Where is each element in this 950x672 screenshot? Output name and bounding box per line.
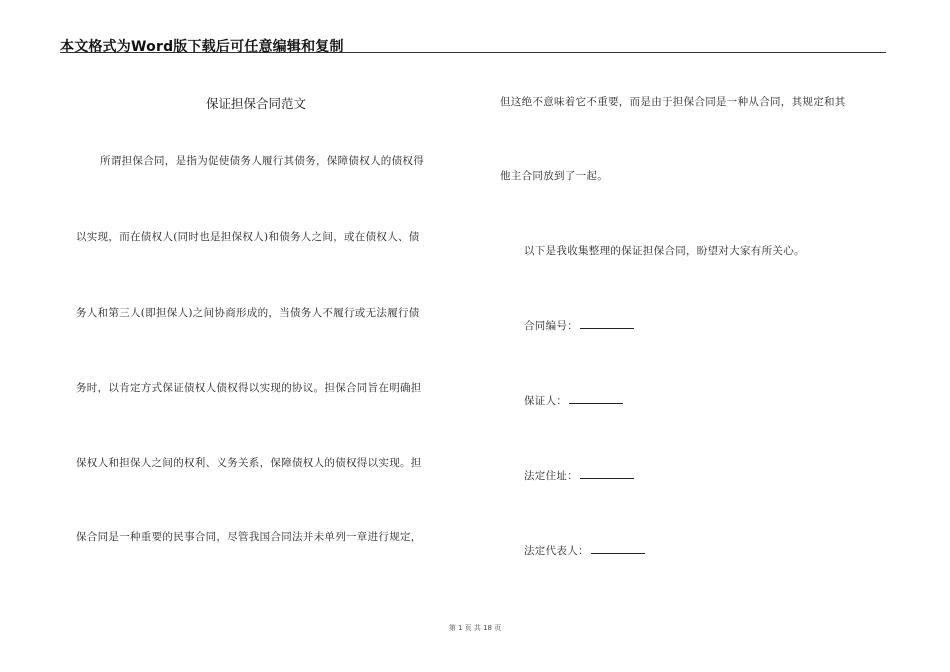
legal-representative-blank	[591, 543, 645, 554]
guarantor-field	[524, 393, 623, 408]
paragraph-line: 所谓担保合同，是指为促使债务人履行其债务，保障债权人的债权得	[100, 155, 424, 167]
legal-address-blank	[580, 468, 634, 479]
document-title: 保证担保合同范文	[206, 96, 307, 111]
page-number-footer: 第 1 页 共 18 页	[448, 624, 502, 632]
paragraph-line: 务时，以肯定方式保证债权人债权得以实现的协议。担保合同旨在明确担	[76, 382, 422, 394]
document-header-banner: 本文格式为Word版下载后可任意编辑和复制	[60, 39, 344, 55]
guarantor-label: 保证人：	[524, 395, 568, 407]
guarantor-blank	[569, 393, 623, 404]
contract-number-field	[524, 318, 634, 333]
legal-representative-field	[524, 543, 645, 558]
paragraph-line: 但这绝不意味着它不重要，而是由于担保合同是一种从合同，其规定和其	[500, 96, 846, 108]
contract-number-blank	[580, 318, 634, 329]
paragraph-line: 保合同是一种重要的民事合同，尽管我国合同法并未单列一章进行规定，	[76, 531, 422, 543]
legal-representative-label: 法定代表人：	[524, 545, 589, 557]
contract-number-label: 合同编号：	[524, 320, 578, 332]
right-column	[500, 0, 890, 672]
left-column	[76, 0, 466, 672]
paragraph-line: 保权人和担保人之间的权利、义务关系，保障债权人的债权得以实现。担	[76, 457, 422, 469]
paragraph-line: 以实现，而在债权人(同时也是担保权人)和债务人之间，或在债权人、债	[76, 231, 420, 243]
paragraph-line: 务人和第三人(即担保人)之间协商形成的，当债务人不履行或无法履行债	[76, 307, 420, 319]
paragraph-line: 他主合同放到了一起。	[500, 170, 608, 182]
intro-line: 以下是我收集整理的保证担保合同，盼望对大家有所关心。	[524, 245, 805, 257]
legal-address-field	[524, 468, 634, 483]
legal-address-label: 法定住址：	[524, 470, 578, 482]
